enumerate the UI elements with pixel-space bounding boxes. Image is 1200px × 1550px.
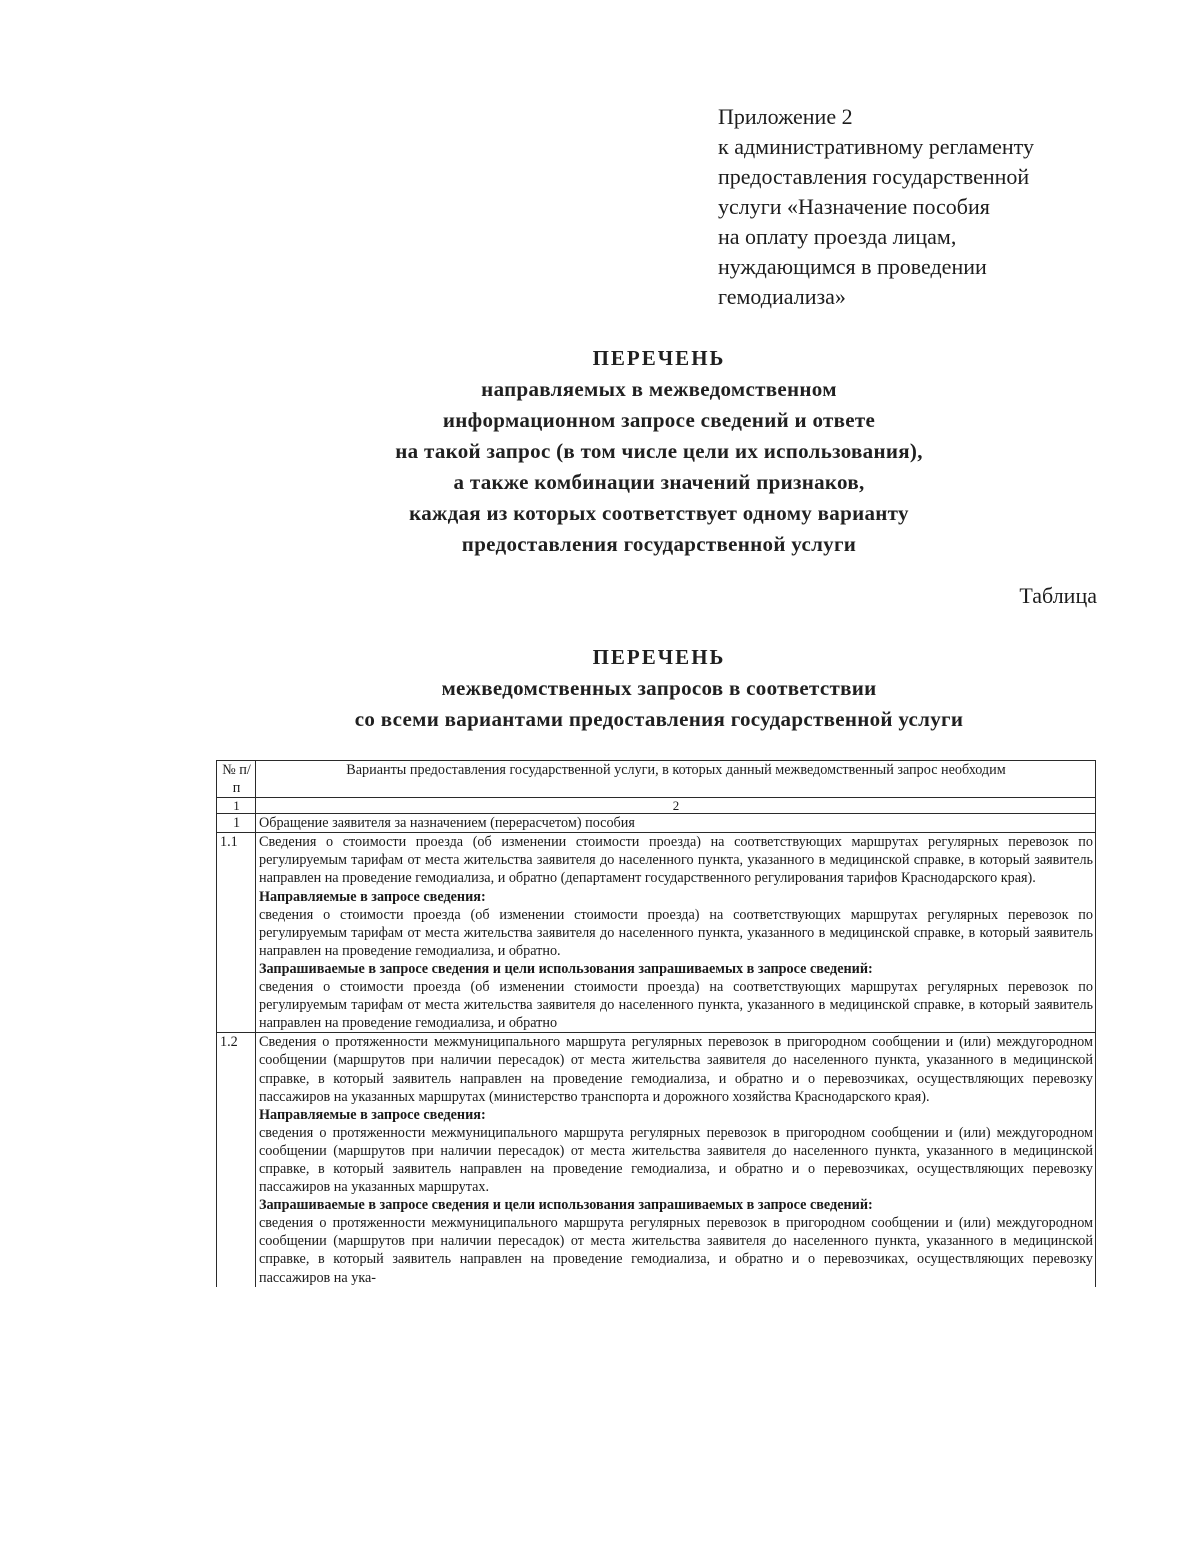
header-text-cell: Варианты предоставления государственной услуги, в которых данный межведомственный запрос необходим (256, 761, 1096, 798)
section-text-cell: Обращение заявителя за назначением (перерасчетом) пособия (256, 814, 1096, 833)
heading-line: а также комбинации значений признаков, (453, 470, 865, 494)
heading-line: со всеми вариантами предоставления государственной услуги (354, 707, 964, 731)
heading-line: информационном запросе сведений и ответе (442, 408, 876, 432)
requests-table (216, 760, 1096, 1287)
heading-title: ПЕРЕЧЕНЬ (592, 346, 726, 370)
table-row (217, 833, 1096, 1033)
table-caption: Таблица (1019, 583, 1097, 608)
appendix-line: услуги «Назначение пособия (718, 194, 990, 219)
requested-info-text: сведения о протяженности межмуниципального маршрута регулярных перевозок в пригородном сообщении и (или) междугородном сообщении (маршрутов при наличии пересадок) от места жительства заявителя до населенного пункта, указанного в медицинской справке, в который заявитель направлен на проведение гемодиализа, и обратно и о перевозчиках, осуществляющих перевозку пассажиров на ука- (259, 1215, 1093, 1286)
sent-info-label: Направляемые в запросе сведения: (259, 1106, 486, 1123)
table-heading (0, 641, 1200, 735)
appendix-line: к административному регламенту (718, 134, 1034, 159)
appendix-line: нуждающимся в проведении (718, 254, 987, 279)
requested-info-label: Запрашиваемые в запросе сведения и цели использования запрашиваемых в запросе сведений: (259, 1197, 873, 1214)
header-num-cell: № п/п (217, 761, 256, 798)
heading-line: направляемых в межведомственном (481, 377, 837, 401)
document-heading (0, 342, 1200, 560)
row-num-cell: 1.1 (217, 833, 256, 1033)
appendix-line: на оплату проезда лицам, (718, 224, 957, 249)
heading-title: ПЕРЕЧЕНЬ (592, 645, 726, 669)
heading-line: межведомственных запросов в соответствии (441, 676, 877, 700)
row-content-cell (256, 833, 1096, 1033)
row-content-cell (256, 1033, 1096, 1287)
appendix-note (718, 102, 1034, 312)
requested-info-label: Запрашиваемые в запросе сведения и цели использования запрашиваемых в запросе сведений: (259, 960, 873, 977)
table-row (217, 1033, 1096, 1287)
colnum-cell: 2 (256, 798, 1096, 814)
request-description: Сведения о стоимости проезда (об изменении стоимости проезда) на соответствующих маршрутах регулярных перевозок по регулируемым тарифам от места жительства заявителя до населенного пункта, указанного в медицинской справке, в который заявитель направлен на проведение гемодиализа, и обратно (департамент государственного регулирования тарифов Краснодарского края). (259, 834, 1093, 887)
row-num-cell: 1.2 (217, 1033, 256, 1287)
requested-info-text: сведения о стоимости проезда (об изменении стоимости проезда) на соответствующих маршрутах регулярных перевозок по регулируемым тарифам от места жительства заявителя до населенного пункта, указанного в медицинской справке, в который заявитель направлен на проведение гемодиализа, и обратно (259, 979, 1093, 1032)
heading-line: на такой запрос (в том числе цели их использования), (395, 439, 923, 463)
appendix-line: Приложение 2 (718, 104, 853, 129)
table-header-row (217, 761, 1096, 798)
column-number-row (217, 798, 1096, 814)
appendix-line: гемодиализа» (718, 284, 846, 309)
heading-line: каждая из которых соответствует одному варианту (409, 501, 909, 525)
heading-line: предоставления государственной услуги (461, 532, 857, 556)
sent-info-label: Направляемые в запросе сведения: (259, 888, 486, 905)
colnum-cell: 1 (217, 798, 256, 814)
appendix-line: предоставления государственной (718, 164, 1030, 189)
sent-info-text: сведения о протяженности межмуниципального маршрута регулярных перевозок в пригородном сообщении и (или) междугородном сообщении (маршрутов при наличии пересадок) от места жительства заявителя до населенного пункта, указанного в медицинской справке, в который заявитель направлен на проведение гемодиализа, и обратно и о перевозчиках, осуществляющих перевозку пассажиров на указанных маршрутах. (259, 1124, 1093, 1196)
section-num-cell: 1 (217, 814, 256, 833)
table-section-row (217, 814, 1096, 833)
sent-info-text: сведения о стоимости проезда (об изменении стоимости проезда) на соответствующих маршрутах регулярных перевозок по регулируемым тарифам от места жительства заявителя до населенного пункта, указанного в медицинской справке, в который заявитель направлен на проведение гемодиализа, и обратно. (259, 906, 1093, 959)
request-description: Сведения о протяженности межмуниципального маршрута регулярных перевозок в пригородном сообщении и (или) междугородном сообщении (маршрутов при наличии пересадок) от места жительства заявителя до населенного пункта, указанного в медицинской справке, в который заявитель направлен на проведение гемодиализа, и обратно и о перевозчиках, осуществляющих перевозку пассажиров на указанных маршрутах (министерство транспорта и дорожного хозяйства Краснодарского края). (259, 1034, 1093, 1105)
